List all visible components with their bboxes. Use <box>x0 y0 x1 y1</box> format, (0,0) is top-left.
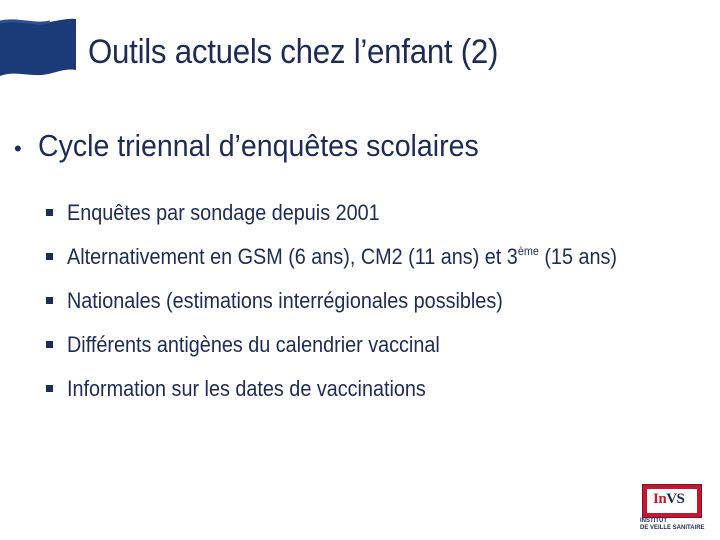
square-bullet-icon <box>46 209 53 216</box>
list-item <box>46 200 720 244</box>
invs-logo-caption: INSTITUT DE VEILLE SANITAIRE <box>640 518 705 531</box>
bullet-dot: • <box>14 136 22 161</box>
main-bullet-text: Cycle triennal d’enquêtes scolaires <box>38 128 479 163</box>
sub-bullet-text: Nationales (estimations interrégionales possibles) <box>67 288 503 313</box>
sub-bullet-text-after: (15 ans) <box>538 244 617 269</box>
list-item <box>46 376 720 420</box>
invs-logo-box <box>642 484 702 518</box>
flag-icon <box>0 16 78 80</box>
list-item <box>46 244 720 288</box>
sub-bullet-list <box>46 200 720 420</box>
list-item <box>46 288 720 332</box>
sub-bullet-text: Différents antigènes du calendrier vaccinal <box>67 332 440 357</box>
square-bullet-icon <box>46 297 53 304</box>
square-bullet-icon <box>46 341 53 348</box>
list-item <box>46 332 720 376</box>
sub-bullet-text: Information sur les dates de vaccinations <box>67 376 426 401</box>
slide-title: Outils actuels chez l’enfant (2) <box>88 33 499 71</box>
sub-bullet-text <box>67 244 617 270</box>
invs-logo <box>640 484 708 536</box>
sub-bullet-text: Enquêtes par sondage depuis 2001 <box>67 200 380 225</box>
invs-logo-text: InVS <box>653 491 685 507</box>
square-bullet-icon <box>46 385 53 392</box>
ordinal-superscript: ème <box>517 244 539 258</box>
main-bullet <box>14 128 517 164</box>
square-bullet-icon <box>46 253 53 260</box>
sub-bullet-text-before: Alternativement en GSM (6 ans), CM2 (11 ans) et 3 <box>67 244 518 269</box>
